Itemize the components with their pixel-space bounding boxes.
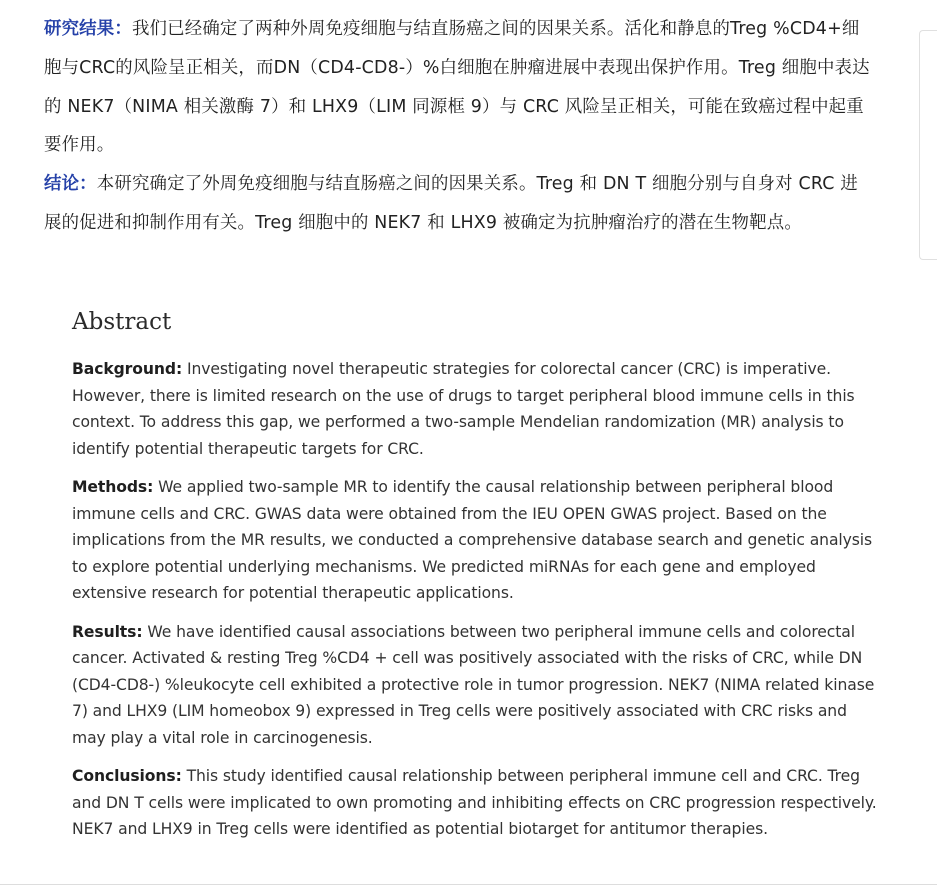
- side-panel-edge: [919, 30, 937, 260]
- abstract-background-paragraph: [72, 356, 882, 462]
- abstract-background-text: Investigating novel therapeutic strategies for colorectal cancer (CRC) is imperative. However, there is limited research on the use of drugs to target peripheral blood immune cells in this context. To address this gap, we performed a two-sample Mendelian randomization (MR) analysis to identify potential therapeutic targets for CRC.: [72, 360, 855, 458]
- abstract-conclusions-text: This study identified causal relationship between peripheral immune cell and CRC. Treg and DN T cells were implicated to own promoting and inhibiting effects on CRC progression respectively. NEK7 and LHX9 in Treg cells were identified as potential biotarget for antitumor therapies.: [72, 767, 877, 838]
- chinese-conclusion-paragraph: [44, 165, 874, 243]
- abstract-background-label: Background:: [72, 360, 183, 378]
- abstract-conclusions-paragraph: [72, 763, 882, 843]
- abstract-methods-text: We applied two-sample MR to identify the causal relationship between peripheral blood immune cells and CRC. GWAS data were obtained from the IEU OPEN GWAS project. Based on the implications from the MR results, we conducted a comprehensive database search and genetic analysis to explore potential underlying mechanisms. We predicted miRNAs for each gene and employed extensive research for potential therapeutic applications.: [72, 478, 873, 602]
- bottom-divider: [0, 884, 937, 885]
- abstract-section: [72, 304, 882, 855]
- chinese-summary: [44, 10, 874, 243]
- abstract-methods-paragraph: [72, 474, 882, 607]
- abstract-conclusions-label: Conclusions:: [72, 767, 182, 785]
- chinese-results-text: 我们已经确定了两种外周免疫细胞与结直肠癌之间的因果关系。活化和静息的Treg %CD4+细胞与CRC的风险呈正相关，而DN（CD4-CD8-）%白细胞在肿瘤进展中表现出保护作用。Treg 细胞中表达的 NEK7（NIMA 相关激酶 7）和 LHX9（LIM 同源框 9）与 CRC 风险呈正相关，可能在致癌过程中起重要作用。: [44, 19, 870, 156]
- chinese-results-label: 研究结果：: [44, 19, 132, 39]
- abstract-results-paragraph: [72, 619, 882, 752]
- chinese-conclusion-label: 结论：: [44, 174, 97, 195]
- chinese-conclusion-text: 本研究确定了外周免疫细胞与结直肠癌之间的因果关系。Treg 和 DN T 细胞分别与自身对 CRC 进展的促进和抑制作用有关。Treg 细胞中的 NEK7 和 LHX9 被确定为抗肿瘤治疗的潜在生物靶点。: [44, 174, 858, 233]
- abstract-title: Abstract: [72, 309, 172, 335]
- chinese-results-paragraph: [44, 10, 874, 165]
- abstract-results-label: Results:: [72, 622, 143, 641]
- abstract-methods-label: Methods:: [72, 478, 154, 496]
- abstract-results-text: We have identified causal associations between two peripheral immune cells and colorectal cancer. Activated & resting Treg %CD4 + cell was positively associated with the risks of CRC, while DN (CD4-CD8-) %leukocyte cell exhibited a protective role in tumor progression. NEK7 (NIMA related kinase 7) and LHX9 (LIM homeobox 9) expressed in Treg cells were positively associated with CRC risks and may play a vital role in carcinogenesis.: [72, 622, 875, 747]
